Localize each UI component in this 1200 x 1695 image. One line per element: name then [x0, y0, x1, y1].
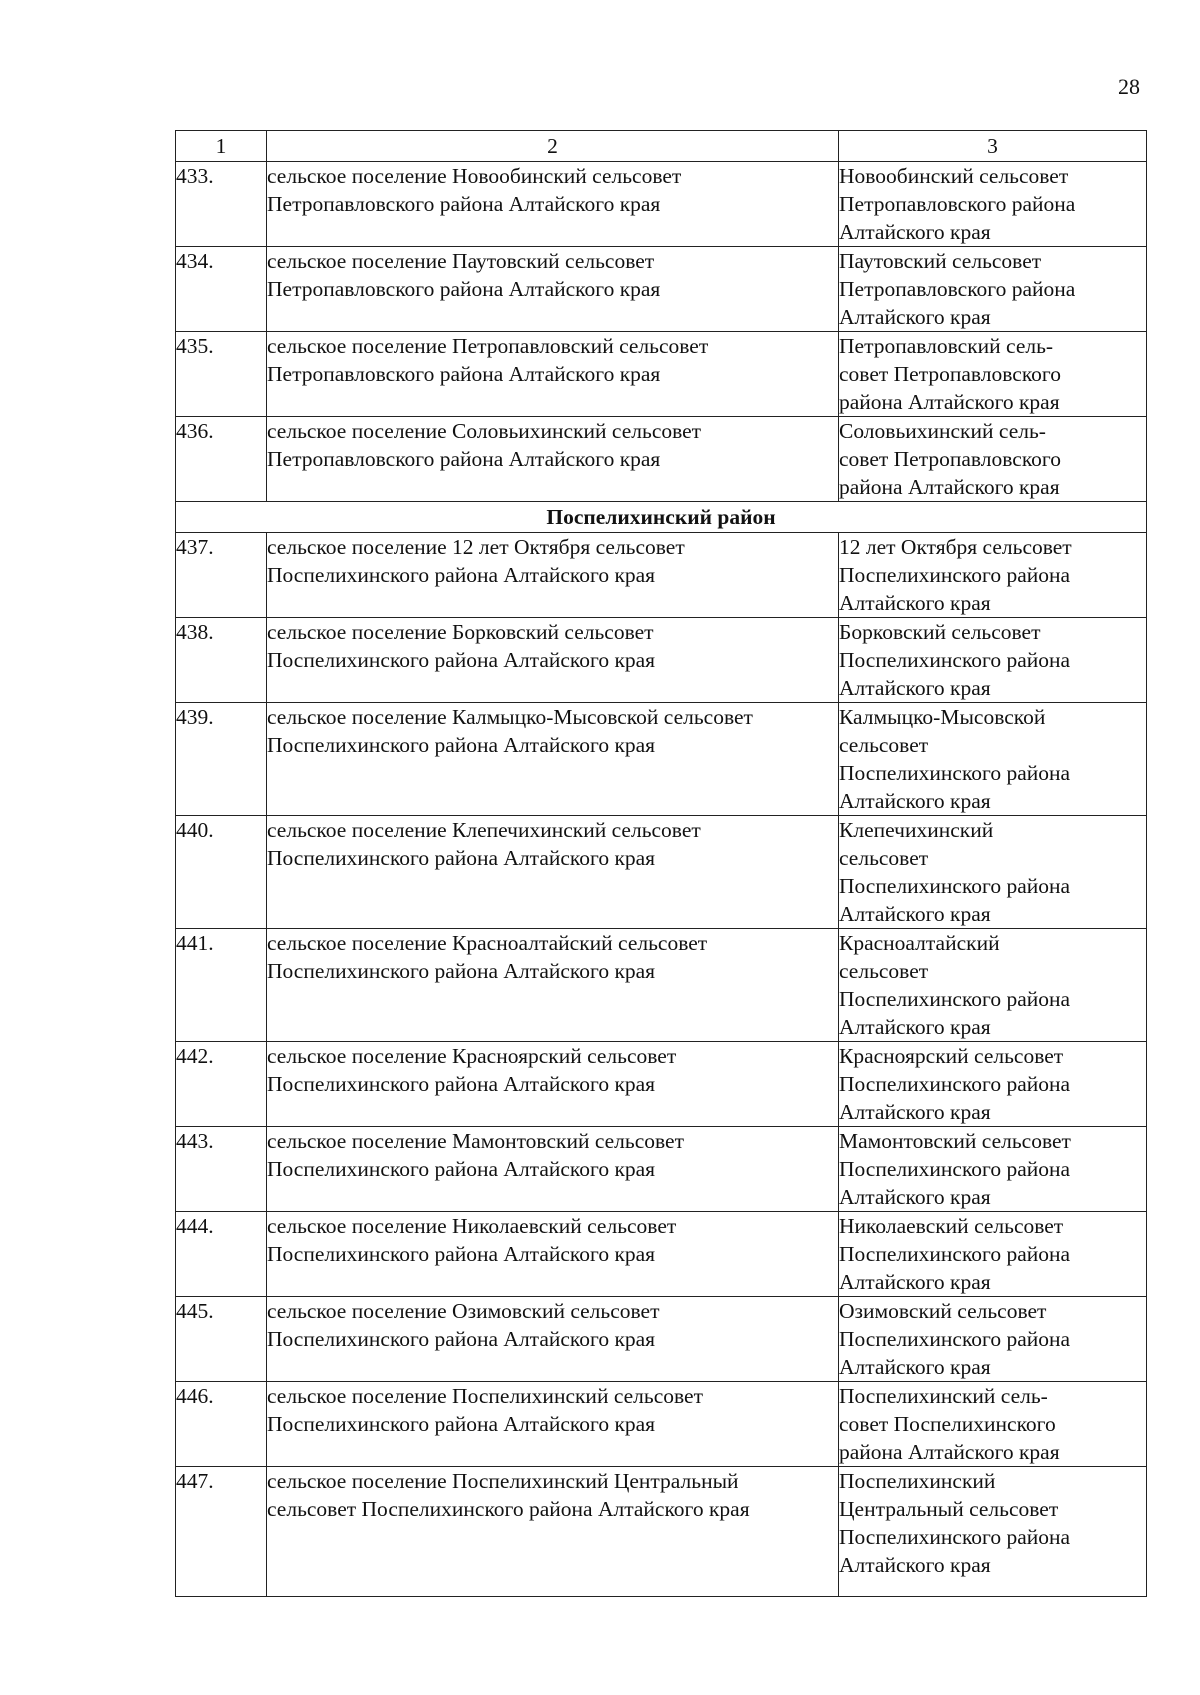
settlement-full-name: [267, 1212, 839, 1297]
full-name-line: сельсовет Поспелихинского района Алтайского края: [267, 1497, 750, 1521]
short-name-line: сельсовет: [839, 959, 929, 983]
full-name-line: сельское поселение Красноалтайский сельсовет: [267, 931, 708, 955]
short-name-line: района Алтайского края: [839, 475, 1060, 499]
settlement-short-name: [839, 533, 1147, 618]
table-row: [176, 162, 1147, 247]
settlement-full-name: [267, 1297, 839, 1382]
settlement-full-name: [267, 162, 839, 247]
full-name-line: Петропавловского района Алтайского края: [267, 192, 661, 216]
full-name-line: сельское поселение Новообинский сельсовет: [267, 164, 682, 188]
full-name-line: Петропавловского района Алтайского края: [267, 277, 661, 301]
row-number: 443.: [176, 1127, 267, 1212]
column-header-1: 1: [176, 131, 267, 162]
short-name-line: Алтайского края: [839, 1355, 991, 1379]
short-name-line: сельсовет: [839, 733, 929, 757]
short-name-line: Мамонтовский сельсовет: [839, 1129, 1071, 1153]
short-name-line: Поспелихинского района: [839, 648, 1071, 672]
settlement-full-name: [267, 1467, 839, 1597]
short-name-line: Поспелихинского района: [839, 1242, 1071, 1266]
short-name-line: Алтайского края: [839, 789, 991, 813]
rows-pospelikhinsky: [176, 533, 1147, 1597]
settlement-full-name: [267, 1127, 839, 1212]
short-name-line: Соловьихинский сель-: [839, 419, 1046, 443]
row-number: 436.: [176, 417, 267, 502]
section-row: [176, 502, 1147, 533]
full-name-line: сельское поселение Соловьихинский сельсовет: [267, 419, 702, 443]
short-name-line: Озимовский сельсовет: [839, 1299, 1047, 1323]
row-number: 434.: [176, 247, 267, 332]
short-name-line: Калмыцко-Мысовской: [839, 705, 1046, 729]
rows-petropavlovsky: [176, 162, 1147, 502]
settlement-short-name: [839, 332, 1147, 417]
table-row: [176, 703, 1147, 816]
short-name-line: Поспелихинский сель-: [839, 1384, 1048, 1408]
full-name-line: сельское поселение Поспелихинский сельсовет: [267, 1384, 703, 1408]
short-name-line: Поспелихинского района: [839, 563, 1071, 587]
short-name-line: Поспелихинский: [839, 1469, 996, 1493]
column-header-2: 2: [267, 131, 839, 162]
full-name-line: Петропавловского района Алтайского края: [267, 362, 661, 386]
settlement-short-name: [839, 247, 1147, 332]
table-row: [176, 1042, 1147, 1127]
table-row: [176, 533, 1147, 618]
table-row: [176, 618, 1147, 703]
full-name-line: Поспелихинского района Алтайского края: [267, 733, 656, 757]
short-name-line: Красноярский сельсовет: [839, 1044, 1064, 1068]
short-name-line: Петропавловского района: [839, 277, 1076, 301]
short-name-line: Поспелихинского района: [839, 761, 1071, 785]
short-name-line: Алтайского края: [839, 1015, 991, 1039]
section-title: Поспелихинский район: [176, 502, 1147, 533]
settlement-full-name: [267, 533, 839, 618]
settlement-full-name: [267, 1382, 839, 1467]
column-header-3: 3: [839, 131, 1147, 162]
settlement-full-name: [267, 816, 839, 929]
settlement-short-name: [839, 929, 1147, 1042]
short-name-line: района Алтайского края: [839, 1440, 1060, 1464]
settlement-full-name: [267, 417, 839, 502]
full-name-line: сельское поселение Борковский сельсовет: [267, 620, 654, 644]
settlement-short-name: [839, 1042, 1147, 1127]
short-name-line: совет Поспелихинского: [839, 1412, 1056, 1436]
settlement-short-name: [839, 162, 1147, 247]
full-name-line: сельское поселение Калмыцко-Мысовской сельсовет: [267, 705, 753, 729]
table-header-row: [176, 131, 1147, 162]
short-name-line: района Алтайского края: [839, 390, 1060, 414]
full-name-line: сельское поселение 12 лет Октября сельсовет: [267, 535, 685, 559]
full-name-line: Поспелихинского района Алтайского края: [267, 648, 656, 672]
settlement-full-name: [267, 618, 839, 703]
row-number: 444.: [176, 1212, 267, 1297]
short-name-line: сельсовет: [839, 846, 929, 870]
row-number: 441.: [176, 929, 267, 1042]
short-name-line: Борковский сельсовет: [839, 620, 1041, 644]
table-row: [176, 1127, 1147, 1212]
full-name-line: Поспелихинского района Алтайского края: [267, 563, 656, 587]
table-row: [176, 1212, 1147, 1297]
short-name-line: Алтайского края: [839, 220, 991, 244]
full-name-line: сельское поселение Клепечихинский сельсовет: [267, 818, 701, 842]
table-row: [176, 929, 1147, 1042]
settlement-full-name: [267, 703, 839, 816]
table-row: [176, 816, 1147, 929]
table-row: [176, 247, 1147, 332]
row-number: 433.: [176, 162, 267, 247]
short-name-line: Поспелихинского района: [839, 987, 1071, 1011]
full-name-line: Петропавловского района Алтайского края: [267, 447, 661, 471]
short-name-line: Поспелихинского района: [839, 1327, 1071, 1351]
short-name-line: 12 лет Октября сельсовет: [839, 535, 1072, 559]
full-name-line: сельское поселение Петропавловский сельсовет: [267, 334, 709, 358]
short-name-line: Алтайского края: [839, 676, 991, 700]
full-name-line: сельское поселение Красноярский сельсовет: [267, 1044, 677, 1068]
row-number: 439.: [176, 703, 267, 816]
full-name-line: сельское поселение Озимовский сельсовет: [267, 1299, 660, 1323]
short-name-line: Паутовский сельсовет: [839, 249, 1042, 273]
short-name-line: Петропавловского района: [839, 192, 1076, 216]
short-name-line: Николаевский сельсовет: [839, 1214, 1064, 1238]
short-name-line: Центральный сельсовет: [839, 1497, 1059, 1521]
settlement-short-name: [839, 816, 1147, 929]
settlement-short-name: [839, 1297, 1147, 1382]
settlement-short-name: [839, 1127, 1147, 1212]
table-row: [176, 332, 1147, 417]
short-name-line: Алтайского края: [839, 1100, 991, 1124]
page-number: 28: [1118, 74, 1140, 99]
full-name-line: сельское поселение Паутовский сельсовет: [267, 249, 655, 273]
short-name-line: Алтайского края: [839, 1270, 991, 1294]
full-name-line: Поспелихинского района Алтайского края: [267, 1157, 656, 1181]
short-name-line: Алтайского края: [839, 1553, 991, 1577]
short-name-line: Алтайского края: [839, 1185, 991, 1209]
short-name-line: Алтайского края: [839, 305, 991, 329]
row-number: 440.: [176, 816, 267, 929]
full-name-line: сельское поселение Мамонтовский сельсовет: [267, 1129, 684, 1153]
row-number: 445.: [176, 1297, 267, 1382]
short-name-line: Алтайского края: [839, 902, 991, 926]
short-name-line: Поспелихинского района: [839, 1525, 1071, 1549]
table-row: [176, 1467, 1147, 1597]
settlement-full-name: [267, 247, 839, 332]
table-row: [176, 1382, 1147, 1467]
settlements-table: [175, 130, 1147, 1597]
full-name-line: Поспелихинского района Алтайского края: [267, 959, 656, 983]
short-name-line: Поспелихинского района: [839, 874, 1071, 898]
full-name-line: сельское поселение Поспелихинский Центральный: [267, 1469, 739, 1493]
row-number: 438.: [176, 618, 267, 703]
short-name-line: совет Петропавловского: [839, 447, 1061, 471]
full-name-line: Поспелихинского района Алтайского края: [267, 846, 656, 870]
short-name-line: совет Петропавловского: [839, 362, 1061, 386]
short-name-line: Поспелихинского района: [839, 1072, 1071, 1096]
full-name-line: Поспелихинского района Алтайского края: [267, 1242, 656, 1266]
settlement-short-name: [839, 1467, 1147, 1597]
settlement-short-name: [839, 1212, 1147, 1297]
row-number: 442.: [176, 1042, 267, 1127]
settlement-short-name: [839, 703, 1147, 816]
short-name-line: Новообинский сельсовет: [839, 164, 1069, 188]
row-number: 447.: [176, 1467, 267, 1597]
full-name-line: Поспелихинского района Алтайского края: [267, 1327, 656, 1351]
settlement-full-name: [267, 1042, 839, 1127]
full-name-line: сельское поселение Николаевский сельсовет: [267, 1214, 677, 1238]
table-row: [176, 1297, 1147, 1382]
full-name-line: Поспелихинского района Алтайского края: [267, 1412, 656, 1436]
short-name-line: Петропавловский сель-: [839, 334, 1054, 358]
settlement-short-name: [839, 618, 1147, 703]
full-name-line: Поспелихинского района Алтайского края: [267, 1072, 656, 1096]
row-number: 446.: [176, 1382, 267, 1467]
short-name-line: Клепечихинский: [839, 818, 994, 842]
settlement-full-name: [267, 332, 839, 417]
row-number: 435.: [176, 332, 267, 417]
table-row: [176, 417, 1147, 502]
short-name-line: Красноалтайский: [839, 931, 1000, 955]
settlement-full-name: [267, 929, 839, 1042]
settlement-short-name: [839, 1382, 1147, 1467]
short-name-line: Алтайского края: [839, 591, 991, 615]
row-number: 437.: [176, 533, 267, 618]
short-name-line: Поспелихинского района: [839, 1157, 1071, 1181]
settlement-short-name: [839, 417, 1147, 502]
